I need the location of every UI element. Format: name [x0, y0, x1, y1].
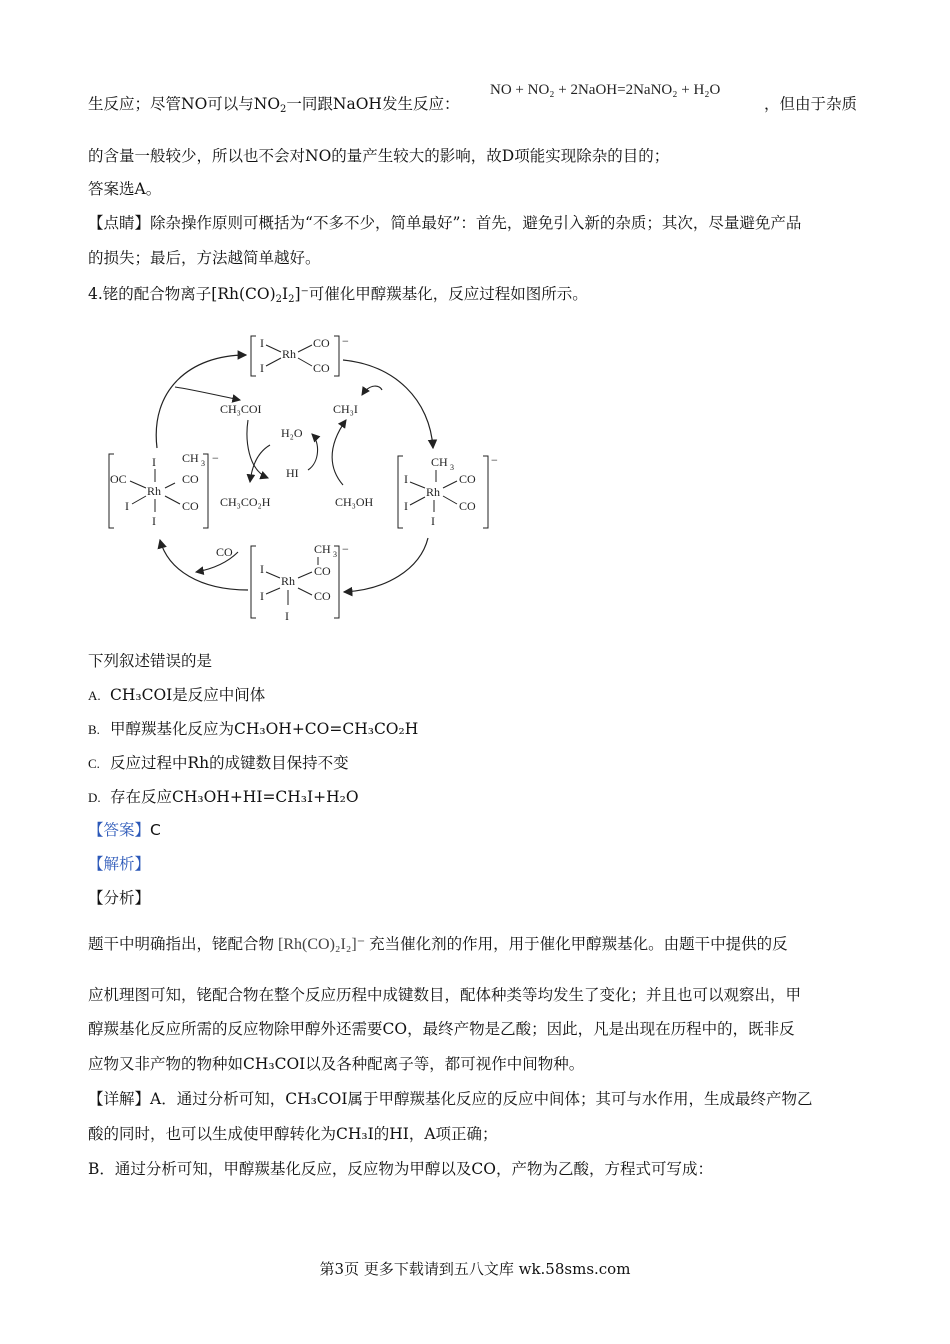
tip-label: 【点睛】: [88, 214, 151, 232]
svg-text:−: −: [342, 334, 349, 348]
fenxi-line-3: 醇羰基化反应所需的反应物除甲醇外还需要CO，最终产物是乙酸；因此，凡是出现在历程中的，既非反: [88, 1020, 795, 1038]
svg-text:I: I: [152, 455, 156, 469]
svg-text:CH: CH: [431, 455, 448, 469]
equation-no-naoh: NO + NO₂ + 2NaOH=2NaNO₂ + H₂O: [490, 82, 721, 98]
svg-text:I: I: [260, 589, 264, 603]
complex-left: [109, 451, 219, 528]
svg-text:Rh: Rh: [282, 347, 297, 361]
svg-text:−: −: [491, 453, 498, 467]
svg-text:I: I: [152, 514, 156, 528]
complex-right: [398, 453, 498, 528]
intro-line-2: 的含量一般较少，所以也不会对NO的量产生较大的影响，故D项能实现除杂的目的；: [88, 147, 670, 165]
svg-text:CO: CO: [314, 564, 331, 578]
detail-label: 【详解】: [88, 1090, 151, 1108]
label-ch3oh: CH₃OH: [335, 495, 374, 509]
svg-text:CO: CO: [459, 472, 476, 486]
label-ch3coi: CH₃COI: [220, 402, 262, 416]
option-c: C. 反应过程中Rh的成键数目保持不变: [88, 754, 349, 772]
svg-text:I: I: [431, 514, 435, 528]
label-ch3co2h: CH₃CO₂H: [220, 495, 271, 509]
svg-text:Rh: Rh: [426, 485, 441, 499]
svg-text:Rh: Rh: [147, 484, 162, 498]
svg-text:Rh: Rh: [281, 574, 296, 588]
svg-text:OC: OC: [110, 472, 127, 486]
svg-text:CO: CO: [313, 336, 330, 350]
tip-line-1: 【点睛】除杂操作原则可概括为“不多不少，简单最好”：首先，避免引入新的杂质；其次，尽量避免产品: [88, 214, 802, 232]
page-footer: 第3页 更多下载请到五八文库 wk.58sms.com: [319, 1260, 631, 1278]
svg-text:CO: CO: [182, 499, 199, 513]
label-ch3i: CH₃I: [333, 402, 358, 416]
svg-text:I: I: [404, 499, 408, 513]
intro-line-1: 生反应；尽管NO可以与$NO_2$一同跟NaOH发生反应：: [88, 95, 460, 115]
label-co-in: CO: [216, 545, 233, 559]
fenxi-label: 【分析】: [88, 889, 151, 907]
fenxi-line-2: 应机理图可知，铑配合物在整个反应历程中成键数目，配体种类等均发生了变化；并且也可以观察出，甲: [88, 986, 802, 1004]
answer-label: 【答案】: [88, 821, 151, 839]
svg-text:3: 3: [450, 463, 454, 472]
svg-text:CO: CO: [459, 499, 476, 513]
analysis-label: 【解析】: [88, 855, 151, 873]
label-hi: HI: [286, 466, 299, 480]
intro-answer-line: 答案选A。: [88, 180, 162, 198]
reaction-cycle-diagram: [100, 318, 520, 638]
svg-text:−: −: [212, 451, 219, 465]
detail-line-1: 【详解】A．通过分析可知，CH₃COI属于甲醇羰基化反应的反应中间体；其可与水作用，生成最终产物乙: [88, 1090, 813, 1108]
svg-text:3: 3: [333, 550, 337, 559]
svg-text:I: I: [260, 562, 264, 576]
detail-line-3: B．通过分析可知，甲醇羰基化反应，反应物为甲醇以及CO，产物为乙酸，方程式可写成：: [88, 1160, 713, 1178]
svg-text:−: −: [342, 542, 349, 556]
question-prompt: 下列叙述错误的是: [88, 652, 213, 670]
label-h2o: H₂O: [281, 426, 303, 440]
svg-text:I: I: [404, 472, 408, 486]
answer-line: [88, 818, 161, 840]
svg-text:CH: CH: [314, 542, 331, 556]
tip-line-2: 的损失；最后，方法越简单越好。: [88, 249, 321, 267]
question-stem: 4.铑的配合物离子$[Rh(CO)_2I_2]^-$可催化甲醇羰基化，反应过程如图所示。: [88, 285, 588, 305]
svg-text:3: 3: [201, 459, 205, 468]
detail-line-2: 酸的同时，也可以生成使甲醇转化为CH₃I的HI，A项正确；: [88, 1125, 498, 1143]
svg-text:CO: CO: [182, 472, 199, 486]
svg-text:I: I: [285, 609, 289, 623]
svg-text:I: I: [125, 499, 129, 513]
option-b: B. 甲醇羰基化反应为CH₃OH+CO=CH₃CO₂H: [88, 720, 419, 738]
complex-formula: [Rh(CO)₂I₂]⁻: [278, 936, 366, 953]
svg-text:CO: CO: [314, 589, 331, 603]
question-number: 4.: [88, 285, 103, 303]
intro-line-1-end: ，但由于杂质: [764, 95, 858, 113]
option-d: D. 存在反应CH₃OH+HI=CH₃I+H₂O: [88, 788, 359, 806]
fenxi-line-1: 题干中明确指出，铑配合物 [Rh(CO)₂I₂]⁻ 充当催化剂的作用，用于催化甲醇羰基化。由题干中提供的反: [88, 935, 788, 953]
svg-text:I: I: [260, 361, 264, 375]
svg-text:CH: CH: [182, 451, 199, 465]
complex-bottom: [251, 542, 349, 623]
svg-text:CO: CO: [313, 361, 330, 375]
complex-top: [251, 334, 349, 376]
svg-text:I: I: [260, 336, 264, 350]
option-a: A. CH₃COI是反应中间体: [88, 686, 266, 704]
fenxi-line-4: 应物又非产物的物种如CH₃COI以及各种配离子等，都可视作中间物种。: [88, 1055, 585, 1073]
answer-value: C: [150, 821, 161, 839]
